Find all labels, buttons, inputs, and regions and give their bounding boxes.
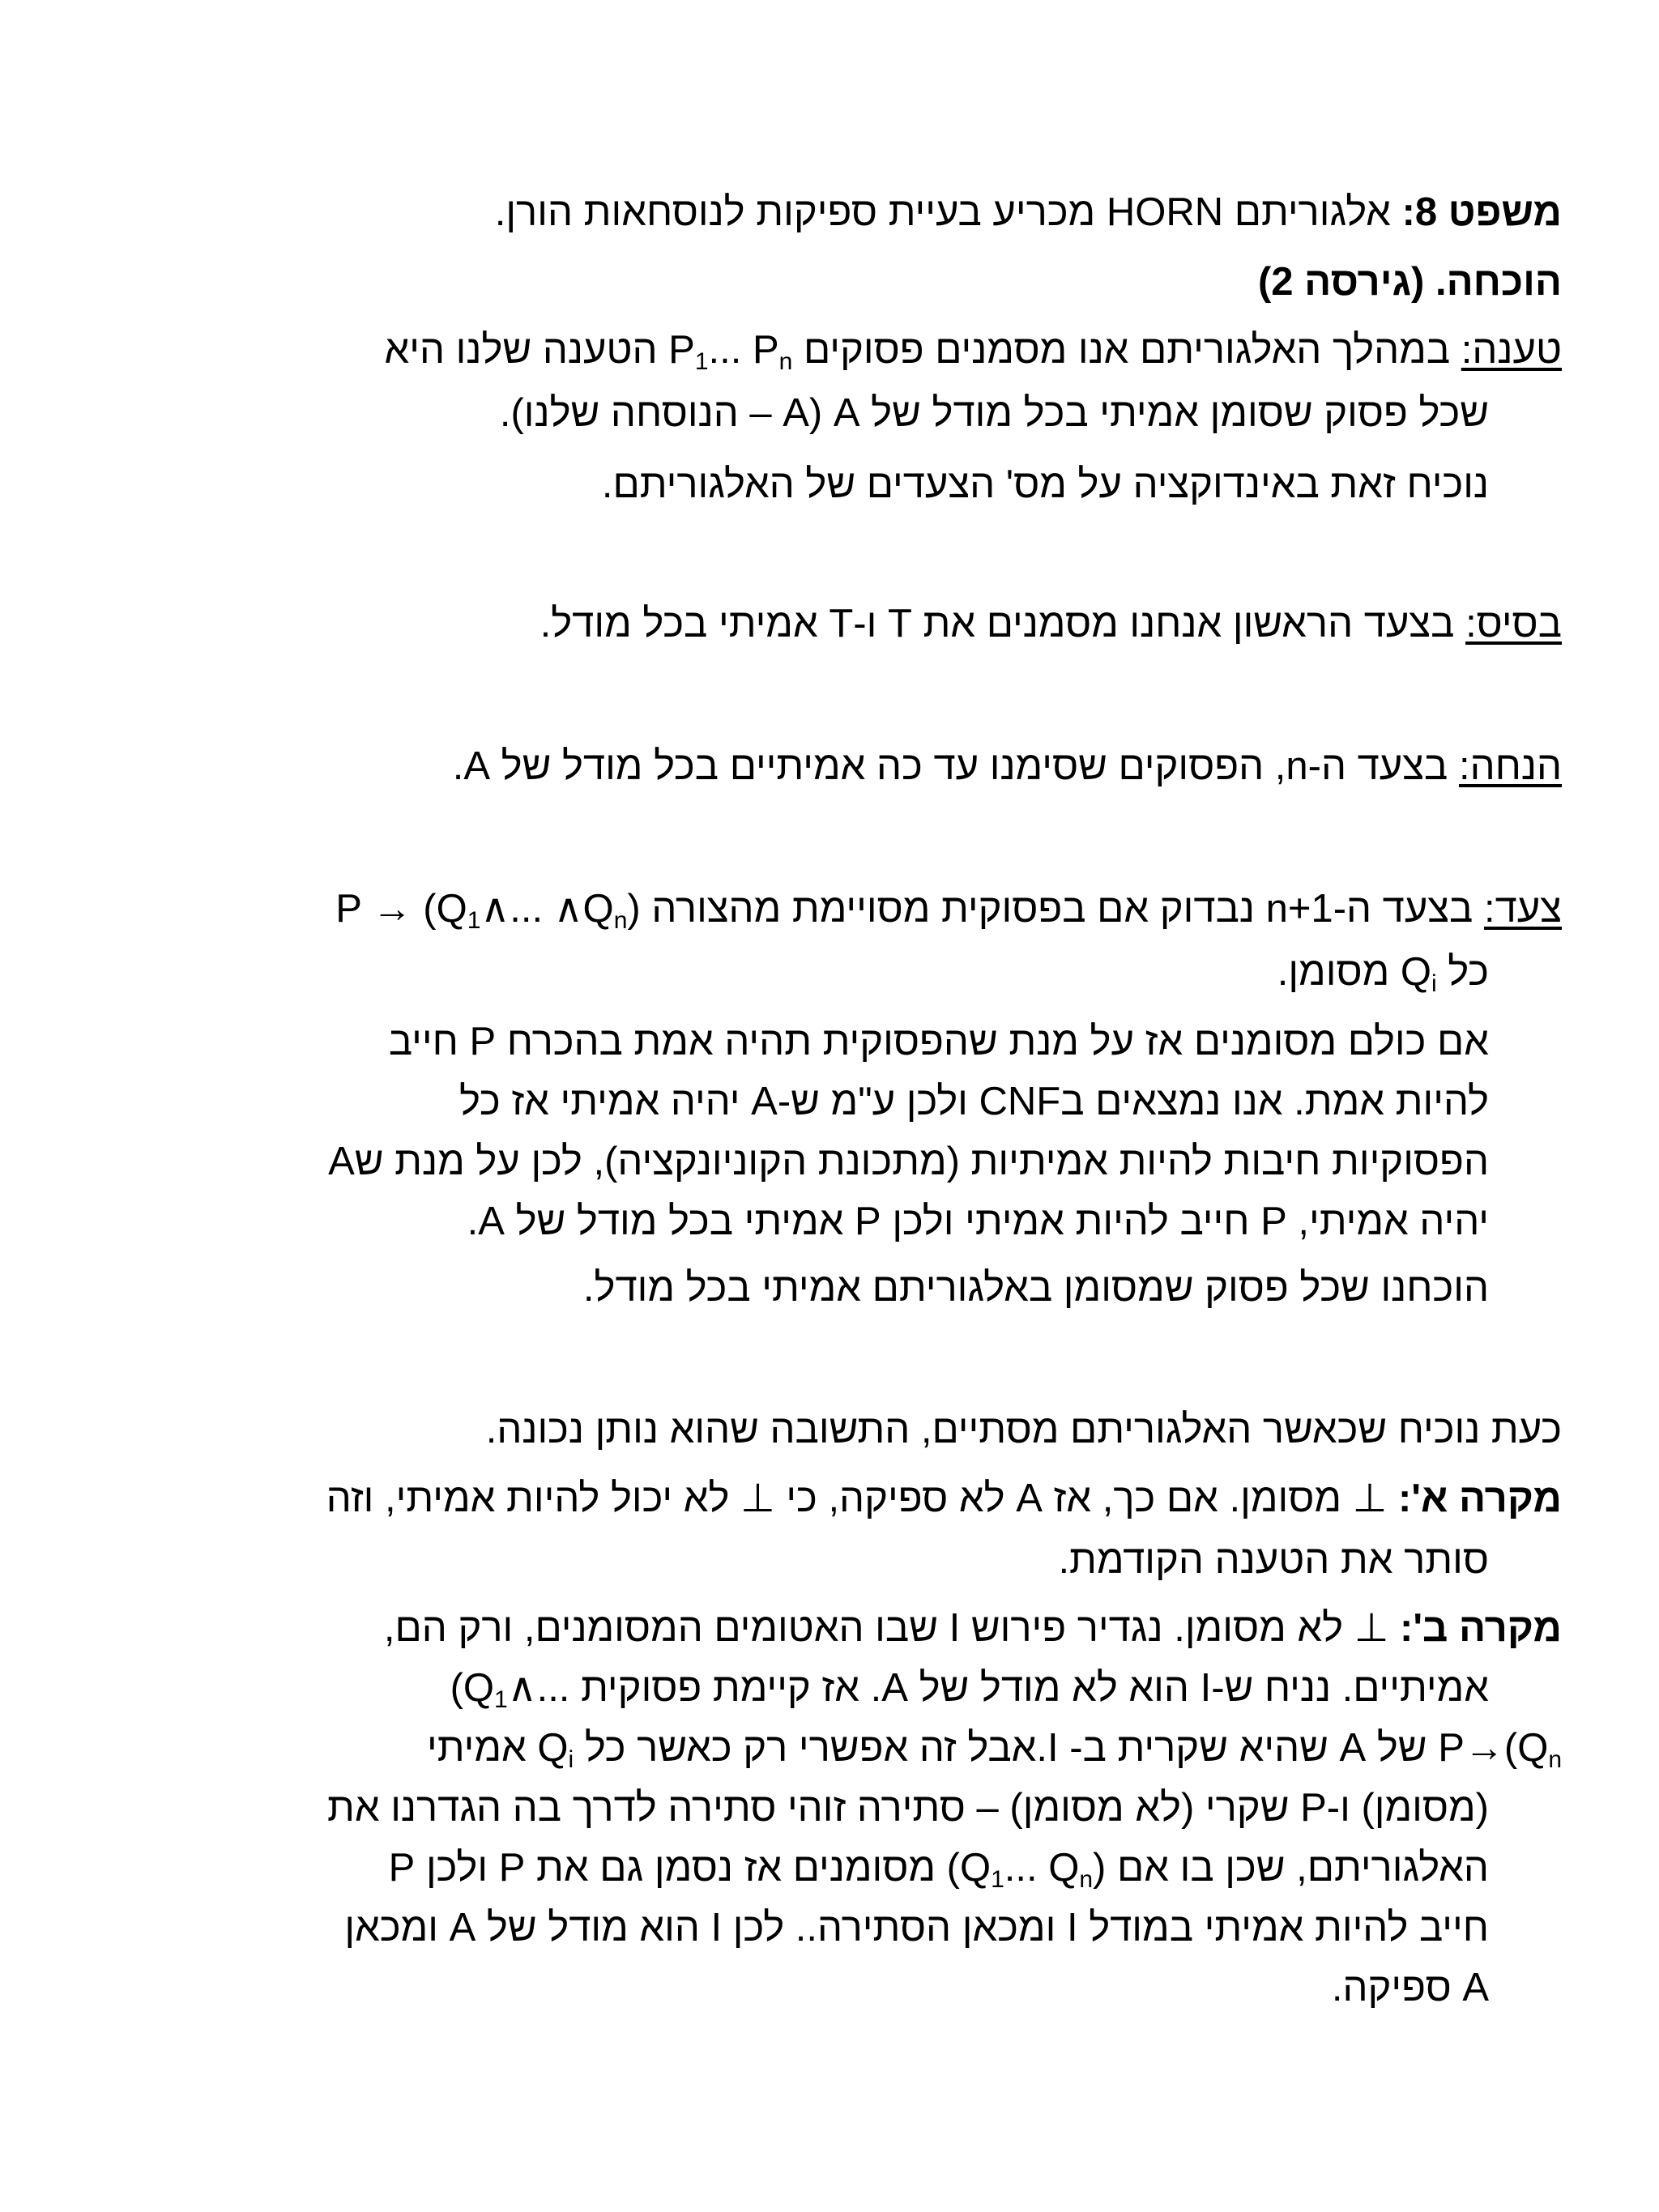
claim-text-1: במהלך האלגוריתם אנו מסמנים פסוקים xyxy=(803,328,1451,372)
case-b-formula-1: ($Q_1\wedge$... xyxy=(450,1666,570,1713)
hypothesis-label: הנחה: xyxy=(1458,744,1562,788)
step-para-line-1: אם כולם מסומנים אז על מנת שהפסוקית תהיה אמת בהכרח P חייב xyxy=(388,1020,1489,1063)
step-formula: $P \to (Q_1\wedge$... $\wedge Q_n$) xyxy=(335,887,641,934)
claim-line-1 xyxy=(385,326,1562,374)
case-b-qi: $Q_i$ xyxy=(537,1726,574,1773)
case-b-line-6: חייב להיות אמיתי במודל I ומכאן הסתירה.. לכן I הוא מודל של A ומכאן xyxy=(344,1906,1489,1950)
case-a-line-2: סותר את הטענה הקודמת. xyxy=(1058,1538,1489,1582)
case-b-line-4: (מסומן) ו-P שקרי (לא מסומן) – סתירה זוהי סתירה לדרך בה הגדרנו את xyxy=(326,1786,1489,1830)
step-label: צעד: xyxy=(1484,887,1562,931)
case-b-line-1 xyxy=(384,1604,1562,1652)
case-b-formula-3: ($Q_1$... $Q_n$) xyxy=(946,1846,1107,1893)
theorem-label: משפט 8: xyxy=(1401,190,1562,234)
termination-line: כעת נוכיח שכאשר האלגוריתם מסתיים, התשובה שהוא נותן נכונה. xyxy=(485,1408,1562,1451)
claim-label: טענה: xyxy=(1461,328,1562,372)
theorem-text: אלגוריתם HORN מכריע בעיית ספיקות לנוסחאות הורן. xyxy=(494,190,1391,234)
case-b-label: מקרה ב': xyxy=(1400,1606,1562,1650)
step-text: בצעד ה-n+1 נבדוק אם בפסוקית מסויימת מהצורה xyxy=(651,887,1473,931)
case-b-line-3 xyxy=(427,1724,1562,1772)
case-b-line-5 xyxy=(389,1843,1489,1892)
proof-heading-text: הוכחה. (גירסה 2) xyxy=(1257,260,1562,304)
theorem-title xyxy=(495,188,1562,237)
case-a-text-1: ⊥ מסומן. אם כך, אז A לא ספיקה, כי ⊥ לא יכול להיות אמיתי, וזה xyxy=(326,1477,1388,1520)
case-b-text-5a: האלגוריתם, שכן בו אם xyxy=(1117,1846,1489,1890)
step-line-2-pre: כל xyxy=(1448,950,1489,994)
hypothesis-text: בצעד ה-n, הפסוקים שסימנו עד כה אמיתיים בכל מודל של A. xyxy=(452,744,1448,788)
basis-label: בסיס: xyxy=(1465,602,1562,646)
case-b-text-5b: מסומנים אז נסמן גם את P ולכן P xyxy=(388,1846,936,1890)
case-b-formula-2: $P\to(Q_n$ xyxy=(1438,1726,1562,1773)
case-b-line-7: A ספיקה. xyxy=(1331,1966,1489,2010)
basis-line xyxy=(540,599,1562,648)
case-b-text-3b: אמיתי xyxy=(427,1726,527,1770)
case-a-line-1 xyxy=(326,1474,1562,1523)
step-line-2 xyxy=(1277,948,1489,996)
step-para-line-3: הפסוקיות חיבות להיות אמיתיות (מתכונת הקוניונקציה), לכן על מנת שA xyxy=(328,1140,1489,1183)
proof-heading xyxy=(1258,258,1562,306)
step-line-1 xyxy=(335,884,1562,933)
step-para-line-2: להיות אמת. אנו נמצאים בCNF ולכן ע"מ ש-A יהיה אמיתי אז כל xyxy=(459,1080,1489,1123)
case-a-label: מקרה א': xyxy=(1397,1477,1562,1520)
claim-line-2: שכל פסוק שסומן אמיתי בכל מודל של A (A – הנוסחה שלנו). xyxy=(499,391,1489,435)
claim-formula: $P_1$... $P_n$ xyxy=(668,328,793,375)
claim-text-2: הטענה שלנו היא xyxy=(384,328,658,372)
case-b-line-2 xyxy=(450,1664,1489,1712)
basis-text: בצעד הראשון אנחנו מסמנים את T ו-T אמיתי בכל מודל. xyxy=(539,602,1455,646)
step-conclusion: הוכחנו שכל פסוק שמסומן באלגוריתם אמיתי בכל מודל. xyxy=(582,1266,1489,1310)
case-b-text-1: ⊥ לא מסומן. נגדיר פירוש I שבו האטומים המסומנים, ורק הם, xyxy=(383,1606,1389,1650)
step-para-line-4: יהיה אמיתי, P חייב להיות אמיתי ולכן P אמיתי בכל מודל של A. xyxy=(467,1200,1489,1243)
step-line-2-post: מסומן. xyxy=(1277,950,1390,994)
step-qi: $Q_i$ xyxy=(1400,950,1437,997)
hypothesis-line xyxy=(453,742,1562,791)
case-b-text-3: של A שהיא שקרית ב- I.אבל זה אפשרי רק כאשר כל xyxy=(584,1726,1427,1770)
claim-line-3: נוכיח זאת באינדוקציה על מס' הצעדים של האלגוריתם. xyxy=(601,462,1489,506)
case-b-text-2: אמיתיים. נניח ש-I הוא לא מודל של A. אז קיימת פסוקית xyxy=(581,1666,1489,1710)
